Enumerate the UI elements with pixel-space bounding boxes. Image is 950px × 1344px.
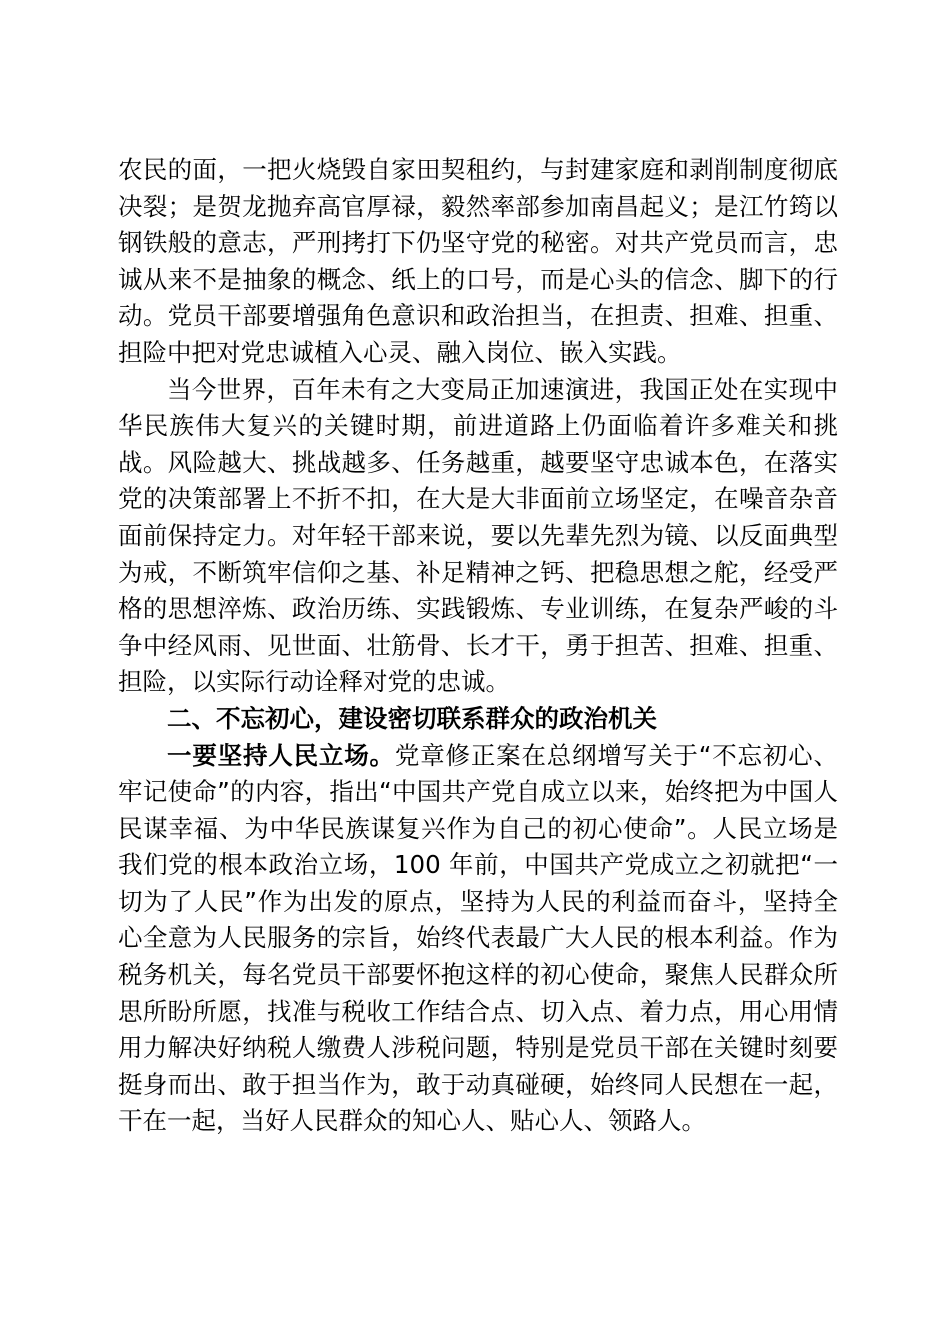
- section-heading-text: 二、不忘初心，建设密切联系群众的政治机关: [167, 703, 657, 733]
- body-paragraph: [118, 738, 838, 1141]
- body-paragraph: [118, 372, 838, 701]
- document-body: [118, 152, 838, 1140]
- paragraph-text: 当今世界，百年未有之大变局正加速演进，我国正处在实现中华民族伟大复兴的关键时期，前进道路上仍面临着许多难关和挑战。风险越大、挑战越多、任务越重，越要坚守忠诚本色，在落实党的决策部署上不折不扣，在大是大非面前立场坚定，在噪音杂音面前保持定力。对年轻干部来说，要以先辈先烈为镜、以反面典型为戒，不断筑牢信仰之基、补足精神之钙、把稳思想之舵，经受严格的思想淬炼、政治历练、实践锻炼、专业训练，在复杂严峻的斗争中经风雨、见世面、壮筋骨、长才干，勇于担苦、担难、担重、担险，以实际行动诠释对党的忠诚。: [118, 374, 838, 697]
- paragraph-text: 党章修正案在总纲增写关于“不忘初心、牢记使命”的内容，指出“中国共产党自成立以来，始终把为中国人民谋幸福、为中华民族谋复兴作为自己的初心使命”。人民立场是我们党的根本政治立场，100 年前，中国共产党成立之初就把“一切为了人民”作为出发的原点，坚持为人民的利益而奋斗，坚持全心全意为人民服务的宗旨，始终代表最广大人民的根本利益。作为税务机关，每名党员干部要怀抱这样的初心使命，聚焦人民群众所思所盼所愿，找准与税收工作结合点、切入点、着力点，用心用情用力解决好纳税人缴费人涉税问题，特别是党员干部在关键时刻要挺身而出、敢于担当作为，敢于动真碰硬，始终同人民想在一起，干在一起，当好人民群众的知心人、贴心人、领路人。: [118, 740, 838, 1136]
- section-heading: [118, 701, 838, 738]
- paragraph-text: 农民的面，一把火烧毁自家田契租约，与封建家庭和剥削制度彻底决裂；是贺龙抛弃高官厚禄，毅然率部参加南昌起义；是江竹筠以钢铁般的意志，严刑拷打下仍坚守党的秘密。对共产党员而言，忠诚从来不是抽象的概念、纸上的口号，而是心头的信念、脚下的行动。党员干部要增强角色意识和政治担当，在担责、担难、担重、担险中把对党忠诚植入心灵、融入岗位、嵌入实践。: [118, 155, 838, 367]
- paragraph-lead: 一要坚持人民立场。: [167, 740, 395, 770]
- body-paragraph-continued: [118, 152, 838, 372]
